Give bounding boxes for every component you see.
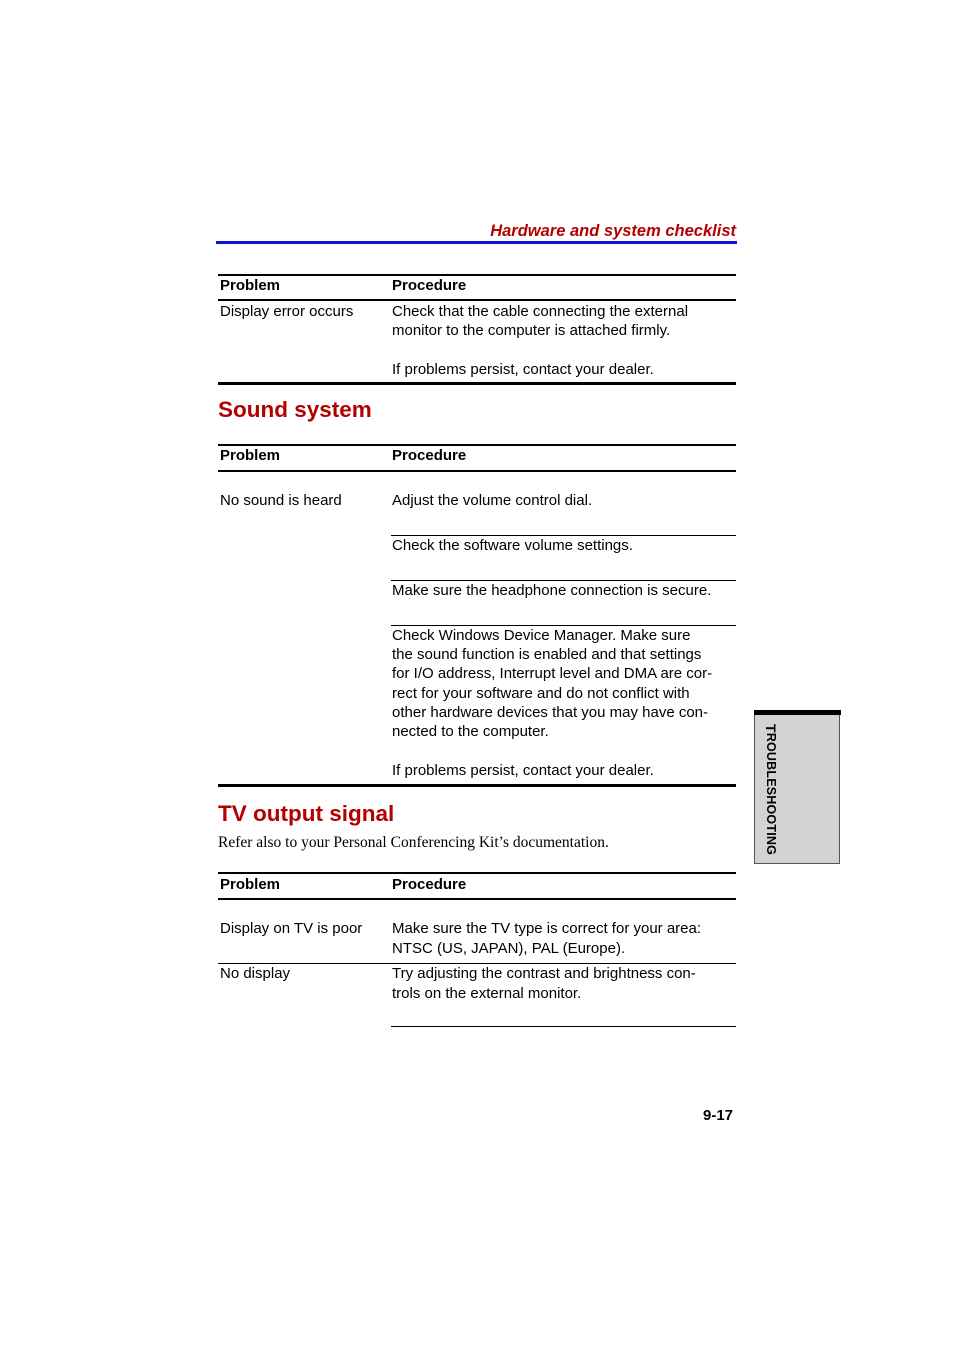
col-header-problem: Problem bbox=[220, 447, 281, 464]
procedure-line: Try adjusting the contrast and brightness con- bbox=[392, 965, 696, 982]
header-rule bbox=[216, 241, 737, 244]
col-header-procedure: Procedure bbox=[392, 447, 467, 464]
table-top-rule bbox=[218, 274, 736, 276]
procedure-line: monitor to the computer is attached firmly. bbox=[392, 322, 671, 339]
table-top-rule bbox=[218, 444, 736, 446]
col-header-procedure: Procedure bbox=[392, 277, 467, 294]
problem-cell: Display error occurs bbox=[220, 303, 354, 320]
procedure-step: Check the software volume settings. bbox=[392, 537, 633, 554]
procedure-step: If problems persist, contact your dealer. bbox=[392, 762, 654, 779]
problem-cell: Display on TV is poor bbox=[220, 920, 363, 937]
col-header-problem: Problem bbox=[220, 277, 281, 294]
procedure-line: Check Windows Device Manager. Make sure bbox=[392, 627, 691, 644]
chapter-tab-rest: ROUBLESHOOTING bbox=[764, 732, 778, 856]
procedure-line: nected to the computer. bbox=[392, 723, 549, 740]
chapter-tab-label bbox=[763, 724, 779, 855]
procedure-line: other hardware devices that you may have con- bbox=[392, 704, 709, 721]
procedure-line: trols on the external monitor. bbox=[392, 985, 582, 1002]
procedure-line: the sound function is enabled and that settings bbox=[392, 646, 702, 663]
procedure-line: Make sure the TV type is correct for your area: bbox=[392, 920, 702, 937]
table-header-rule bbox=[218, 898, 736, 900]
thumb-tab-top-bar bbox=[754, 710, 841, 715]
running-header-title: Hardware and system checklist bbox=[490, 222, 736, 240]
table-bottom-rule bbox=[391, 1026, 736, 1027]
table-bottom-rule bbox=[218, 784, 736, 787]
col-header-procedure: Procedure bbox=[392, 876, 467, 893]
problem-cell: No display bbox=[220, 965, 291, 982]
procedure-step: Adjust the volume control dial. bbox=[392, 492, 593, 509]
table-top-rule bbox=[218, 872, 736, 874]
procedure-line: If problems persist, contact your dealer. bbox=[392, 361, 654, 378]
procedure-step: Make sure the headphone connection is secure. bbox=[392, 582, 712, 599]
procedure-line: NTSC (US, JAPAN), PAL (Europe). bbox=[392, 940, 626, 957]
table-header-rule bbox=[218, 470, 736, 472]
chapter-tab-initial: T bbox=[763, 724, 779, 733]
section-heading-sound-system: Sound system bbox=[218, 397, 372, 422]
procedure-line: rect for your software and do not conflict with bbox=[392, 685, 690, 702]
col-header-problem: Problem bbox=[220, 876, 281, 893]
procedure-line: Check that the cable connecting the external bbox=[392, 303, 689, 320]
page-number: 9-17 bbox=[703, 1107, 734, 1124]
table-bottom-rule bbox=[218, 382, 736, 385]
procedure-line: for I/O address, Interrupt level and DMA are cor- bbox=[392, 665, 713, 682]
section-heading-tv-output-signal: TV output signal bbox=[218, 801, 395, 826]
problem-cell: No sound is heard bbox=[220, 492, 342, 509]
section-intro-text: Refer also to your Personal Conferencing Kit’s documentation. bbox=[218, 834, 609, 851]
table-header-rule bbox=[218, 299, 736, 301]
